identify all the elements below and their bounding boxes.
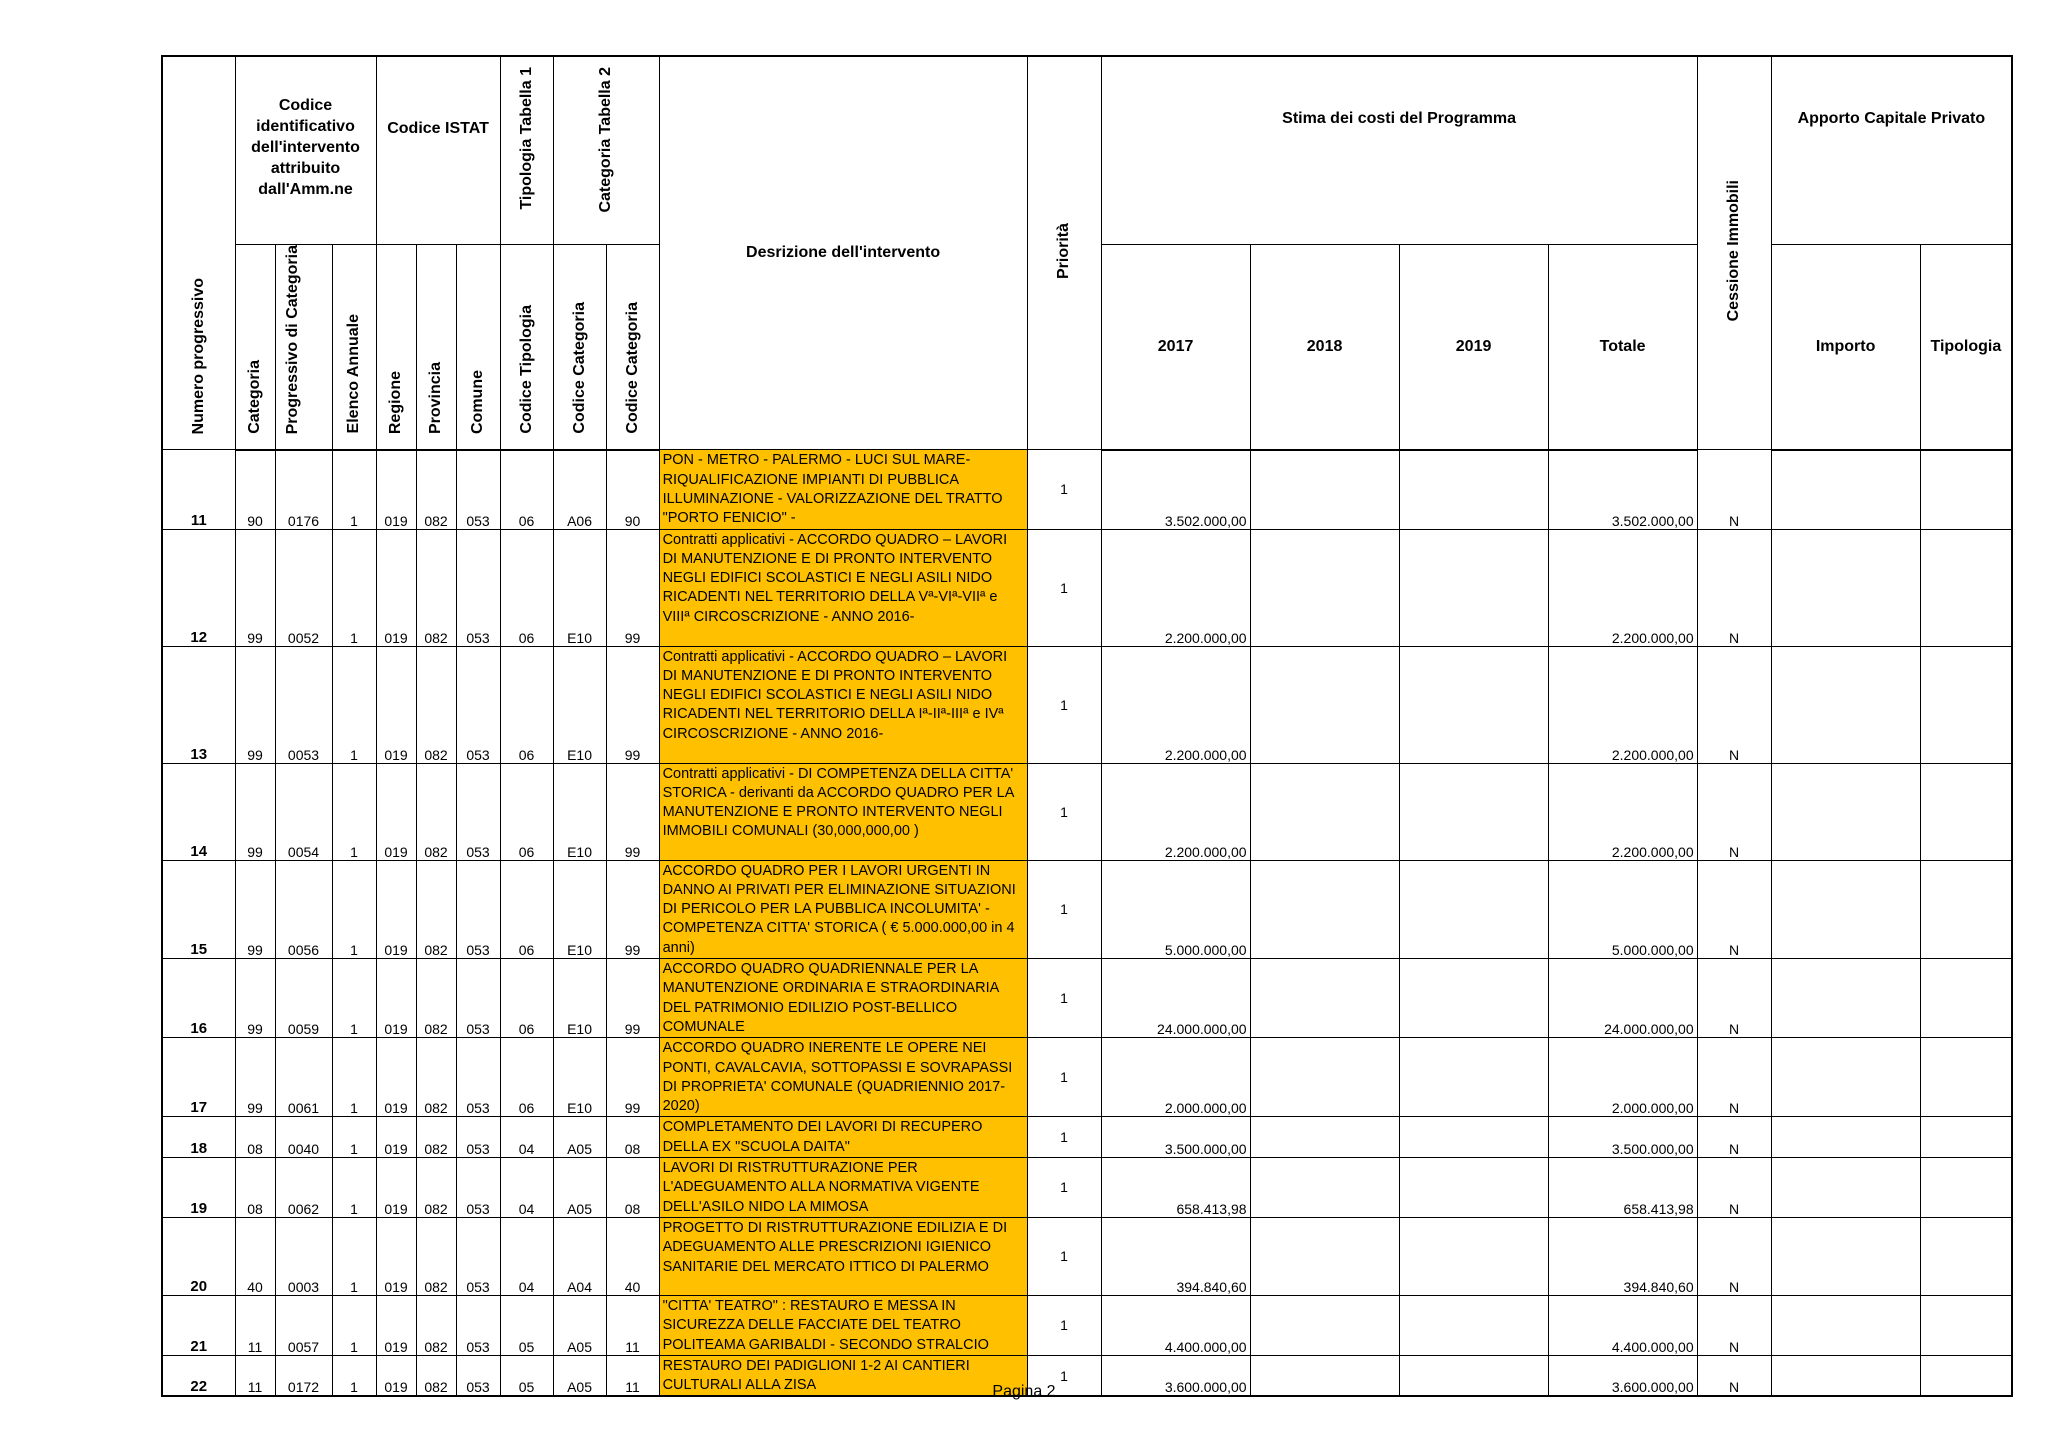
comune-cell: 053 xyxy=(456,763,500,860)
regione-cell: 019 xyxy=(376,1117,416,1158)
comune-cell: 053 xyxy=(456,1158,500,1218)
comune-cell: 053 xyxy=(456,1217,500,1295)
cessione-cell: N xyxy=(1697,529,1771,646)
priorita-cell: 1 xyxy=(1027,1158,1101,1218)
comune-cell: 053 xyxy=(456,529,500,646)
codice-categoria-cell: A05 xyxy=(553,1295,606,1355)
year-2017-header: 2017 xyxy=(1101,244,1250,450)
elenco-annuale-cell: 1 xyxy=(332,1355,376,1396)
year-2018-header: 2018 xyxy=(1250,244,1399,450)
priorita-cell: 1 xyxy=(1027,1038,1101,1117)
provincia-cell: 082 xyxy=(416,1295,456,1355)
page-footer: Pagina 2 xyxy=(992,1383,1056,1400)
codice-categoria-cell: A04 xyxy=(553,1217,606,1295)
numero-progressivo-header: Numero progressivo xyxy=(162,56,235,450)
cost-2018-cell xyxy=(1250,646,1399,763)
regione-cell: 019 xyxy=(376,1038,416,1117)
totale-cell: 394.840,60 xyxy=(1548,1217,1697,1295)
descrizione-header: Desrizione dell'intervento xyxy=(659,56,1027,450)
cessione-cell: N xyxy=(1697,1158,1771,1218)
progressivo-cell: 0040 xyxy=(275,1117,332,1158)
elenco-annuale-header: Elenco Annuale xyxy=(332,244,376,450)
cessione-cell: N xyxy=(1697,1117,1771,1158)
cost-2017-cell: 394.840,60 xyxy=(1101,1217,1250,1295)
categoria-cell: 11 xyxy=(235,1295,275,1355)
cessione-cell: N xyxy=(1697,646,1771,763)
provincia-cell: 082 xyxy=(416,1217,456,1295)
comune-cell: 053 xyxy=(456,959,500,1038)
categoria-header: Categoria xyxy=(235,244,275,450)
totale-cell: 2.200.000,00 xyxy=(1548,529,1697,646)
codice-categoria2-cell: 11 xyxy=(606,1295,659,1355)
regione-cell: 019 xyxy=(376,529,416,646)
cost-2018-cell xyxy=(1250,1038,1399,1117)
provincia-cell: 082 xyxy=(416,1158,456,1218)
codice-tipologia-cell: 05 xyxy=(500,1355,553,1396)
codice-categoria-cell: A06 xyxy=(553,450,606,529)
cessione-cell: N xyxy=(1697,959,1771,1038)
row-number: 22 xyxy=(162,1355,235,1396)
totale-cell: 5.000.000,00 xyxy=(1548,860,1697,958)
row-number: 14 xyxy=(162,763,235,860)
tipologia-cell xyxy=(1920,860,2012,958)
provincia-cell: 082 xyxy=(416,763,456,860)
tipologia-cell xyxy=(1920,1217,2012,1295)
cessione-cell: N xyxy=(1697,763,1771,860)
codice-categoria-cell: E10 xyxy=(553,763,606,860)
codice-categoria-cell: E10 xyxy=(553,646,606,763)
codice-categoria2-cell: 99 xyxy=(606,646,659,763)
comune-cell: 053 xyxy=(456,1355,500,1396)
cost-2019-cell xyxy=(1399,1217,1548,1295)
table-row xyxy=(162,860,2012,958)
priorita-cell: 1 xyxy=(1027,529,1101,646)
cost-2019-cell xyxy=(1399,1117,1548,1158)
cessione-immobili-header: Cessione Immobili xyxy=(1697,56,1771,450)
provincia-cell: 082 xyxy=(416,646,456,763)
comune-header: Comune xyxy=(456,244,500,450)
cost-2019-cell xyxy=(1399,1158,1548,1218)
cost-2017-cell: 24.000.000,00 xyxy=(1101,959,1250,1038)
codice-categoria2-header: Codice Categoria xyxy=(606,244,659,450)
year-2019-header: 2019 xyxy=(1399,244,1548,450)
cost-2019-cell xyxy=(1399,1038,1548,1117)
regione-cell: 019 xyxy=(376,1355,416,1396)
apporto-capitale-header: Apporto Capitale Privato xyxy=(1771,56,2012,244)
table-row xyxy=(162,1217,2012,1295)
codice-categoria-header: Codice Categoria xyxy=(553,244,606,450)
categoria-cell: 11 xyxy=(235,1355,275,1396)
codice-tipologia-cell: 06 xyxy=(500,763,553,860)
table-row xyxy=(162,450,2012,529)
comune-cell: 053 xyxy=(456,646,500,763)
descrizione-cell: PON - METRO - PALERMO - LUCI SUL MARE-RIQUALIFICAZIONE IMPIANTI DI PUBBLICA ILLUMINAZIONE - VALORIZZAZIONE DEL TRATTO "PORTO FENICIO" - xyxy=(659,450,1027,529)
codice-categoria2-cell: 40 xyxy=(606,1217,659,1295)
importo-cell xyxy=(1771,860,1920,958)
codice-categoria-cell: E10 xyxy=(553,529,606,646)
progressivo-categoria-header: Progressivo di Categoria xyxy=(275,244,332,450)
provincia-cell: 082 xyxy=(416,1117,456,1158)
cost-2018-cell xyxy=(1250,450,1399,529)
progressivo-cell: 0062 xyxy=(275,1158,332,1218)
cost-2018-cell xyxy=(1250,763,1399,860)
cost-2018-cell xyxy=(1250,1117,1399,1158)
categoria-cell: 08 xyxy=(235,1158,275,1218)
table-row xyxy=(162,529,2012,646)
comune-cell: 053 xyxy=(456,1038,500,1117)
priorita-cell: 1 xyxy=(1027,1217,1101,1295)
comune-cell: 053 xyxy=(456,1295,500,1355)
codice-categoria2-cell: 11 xyxy=(606,1355,659,1396)
cessione-cell: N xyxy=(1697,1295,1771,1355)
priorita-header: Priorità xyxy=(1027,56,1101,450)
importo-cell xyxy=(1771,646,1920,763)
row-number: 16 xyxy=(162,959,235,1038)
elenco-annuale-cell: 1 xyxy=(332,1117,376,1158)
cost-2019-cell xyxy=(1399,860,1548,958)
tipologia-cell xyxy=(1920,646,2012,763)
cost-2017-cell: 4.400.000,00 xyxy=(1101,1295,1250,1355)
regione-header: Regione xyxy=(376,244,416,450)
descrizione-cell: PROGETTO DI RISTRUTTURAZIONE EDILIZIA E DI ADEGUAMENTO ALLE PRESCRIZIONI IGIENICO SANITARIE DEL MERCATO ITTICO DI PALERMO xyxy=(659,1217,1027,1295)
cessione-cell: N xyxy=(1697,1217,1771,1295)
progressivo-cell: 0052 xyxy=(275,529,332,646)
cessione-cell: N xyxy=(1697,1355,1771,1396)
importo-cell xyxy=(1771,763,1920,860)
categoria-tabella2-header: Categoria Tabella 2 xyxy=(553,56,659,244)
elenco-annuale-cell: 1 xyxy=(332,1038,376,1117)
totale-cell: 2.000.000,00 xyxy=(1548,1038,1697,1117)
codice-tipologia-cell: 06 xyxy=(500,529,553,646)
row-number: 17 xyxy=(162,1038,235,1117)
cost-2017-cell: 2.200.000,00 xyxy=(1101,763,1250,860)
codice-categoria-cell: A05 xyxy=(553,1355,606,1396)
cessione-cell: N xyxy=(1697,450,1771,529)
tipologia-cell xyxy=(1920,529,2012,646)
descrizione-cell: LAVORI DI RISTRUTTURAZIONE PER L'ADEGUAMENTO ALLA NORMATIVA VIGENTE DELL'ASILO NIDO LA MIMOSA xyxy=(659,1158,1027,1218)
priorita-cell: 1 xyxy=(1027,1117,1101,1158)
progressivo-cell: 0061 xyxy=(275,1038,332,1117)
codice-categoria-cell: E10 xyxy=(553,860,606,958)
row-number: 12 xyxy=(162,529,235,646)
codice-tipologia-cell: 06 xyxy=(500,646,553,763)
categoria-cell: 99 xyxy=(235,1038,275,1117)
importo-cell xyxy=(1771,1295,1920,1355)
table-row xyxy=(162,959,2012,1038)
codice-categoria2-cell: 99 xyxy=(606,1038,659,1117)
codice-tipologia-cell: 06 xyxy=(500,959,553,1038)
totale-cell: 3.502.000,00 xyxy=(1548,450,1697,529)
progressivo-cell: 0003 xyxy=(275,1217,332,1295)
cost-2017-cell: 2.200.000,00 xyxy=(1101,646,1250,763)
programma-table-body xyxy=(162,450,2012,1397)
regione-cell: 019 xyxy=(376,860,416,958)
cost-2019-cell xyxy=(1399,1295,1548,1355)
totale-cell: 3.500.000,00 xyxy=(1548,1117,1697,1158)
progressivo-cell: 0057 xyxy=(275,1295,332,1355)
progressivo-cell: 0172 xyxy=(275,1355,332,1396)
row-number: 20 xyxy=(162,1217,235,1295)
progressivo-cell: 0176 xyxy=(275,450,332,529)
descrizione-cell: Contratti applicativi - ACCORDO QUADRO – LAVORI DI MANUTENZIONE E DI PRONTO INTERVENTO NEGLI EDIFICI SCOLASTICI E NEGLI ASILI NIDO RICADENTI NEL TERRITORIO DELLA Vª-VIª-VIIª e VIIIª CIRCOSCRIZIONE - ANNO 2016- xyxy=(659,529,1027,646)
codice-tipologia-cell: 06 xyxy=(500,450,553,529)
cost-2018-cell xyxy=(1250,959,1399,1038)
importo-header: Importo xyxy=(1771,244,1920,450)
provincia-cell: 082 xyxy=(416,959,456,1038)
codice-categoria2-cell: 08 xyxy=(606,1117,659,1158)
table-row xyxy=(162,763,2012,860)
progressivo-cell: 0056 xyxy=(275,860,332,958)
cost-2018-cell xyxy=(1250,860,1399,958)
codice-tipologia-header: Codice Tipologia xyxy=(500,244,553,450)
codice-categoria2-cell: 99 xyxy=(606,763,659,860)
regione-cell: 019 xyxy=(376,1295,416,1355)
elenco-annuale-cell: 1 xyxy=(332,1217,376,1295)
codice-categoria-cell: A05 xyxy=(553,1158,606,1218)
programma-table xyxy=(161,55,2013,1397)
cost-2017-cell: 3.500.000,00 xyxy=(1101,1117,1250,1158)
codice-tipologia-cell: 06 xyxy=(500,1038,553,1117)
tipologia-cell xyxy=(1920,450,2012,529)
codice-categoria2-cell: 90 xyxy=(606,450,659,529)
cost-2019-cell xyxy=(1399,529,1548,646)
descrizione-cell: Contratti applicativi - ACCORDO QUADRO – LAVORI DI MANUTENZIONE E DI PRONTO INTERVENTO NEGLI EDIFICI SCOLASTICI E NEGLI ASILI NIDO RICADENTI NEL TERRITORIO DELLA Iª-IIª-IIIª e IVª CIRCOSCRIZIONE - ANNO 2016- xyxy=(659,646,1027,763)
cessione-cell: N xyxy=(1697,1038,1771,1117)
totale-header: Totale xyxy=(1548,244,1697,450)
stima-costi-header: Stima dei costi del Programma xyxy=(1101,56,1697,244)
codice-categoria2-cell: 99 xyxy=(606,860,659,958)
row-number: 15 xyxy=(162,860,235,958)
provincia-header: Provincia xyxy=(416,244,456,450)
categoria-cell: 40 xyxy=(235,1217,275,1295)
table-row xyxy=(162,646,2012,763)
priorita-cell: 1 xyxy=(1027,1355,1101,1396)
cessione-cell: N xyxy=(1697,860,1771,958)
priorita-cell: 1 xyxy=(1027,763,1101,860)
codice-categoria-cell: E10 xyxy=(553,1038,606,1117)
cost-2018-cell xyxy=(1250,1217,1399,1295)
row-number: 19 xyxy=(162,1158,235,1218)
descrizione-cell: "CITTA' TEATRO" : RESTAURO E MESSA IN SICUREZZA DELLE FACCIATE DEL TEATRO POLITEAMA GARIBALDI - SECONDO STRALCIO xyxy=(659,1295,1027,1355)
cost-2017-cell: 658.413,98 xyxy=(1101,1158,1250,1218)
categoria-cell: 99 xyxy=(235,646,275,763)
elenco-annuale-cell: 1 xyxy=(332,529,376,646)
totale-cell: 2.200.000,00 xyxy=(1548,763,1697,860)
regione-cell: 019 xyxy=(376,763,416,860)
cost-2019-cell xyxy=(1399,959,1548,1038)
cost-2018-cell xyxy=(1250,1295,1399,1355)
codice-tipologia-cell: 06 xyxy=(500,860,553,958)
comune-cell: 053 xyxy=(456,450,500,529)
table-row xyxy=(162,1117,2012,1158)
cost-2019-cell xyxy=(1399,646,1548,763)
priorita-cell: 1 xyxy=(1027,860,1101,958)
elenco-annuale-cell: 1 xyxy=(332,860,376,958)
cost-2018-cell xyxy=(1250,1158,1399,1218)
progressivo-cell: 0053 xyxy=(275,646,332,763)
elenco-annuale-cell: 1 xyxy=(332,763,376,860)
codice-tipologia-cell: 04 xyxy=(500,1117,553,1158)
row-number: 13 xyxy=(162,646,235,763)
table-row xyxy=(162,1038,2012,1117)
codice-tipologia-cell: 05 xyxy=(500,1295,553,1355)
cost-2017-cell: 5.000.000,00 xyxy=(1101,860,1250,958)
tipologia-cell xyxy=(1920,1295,2012,1355)
importo-cell xyxy=(1771,1158,1920,1218)
tipologia-tabella1-header: Tipologia Tabella 1 xyxy=(500,56,553,244)
categoria-cell: 99 xyxy=(235,860,275,958)
elenco-annuale-cell: 1 xyxy=(332,1158,376,1218)
codice-tipologia-cell: 04 xyxy=(500,1217,553,1295)
priorita-cell: 1 xyxy=(1027,646,1101,763)
priorita-cell: 1 xyxy=(1027,450,1101,529)
cost-2017-cell: 2.000.000,00 xyxy=(1101,1038,1250,1117)
codice-identificativo-header: Codice identificativo dell'intervento attribuito dall'Amm.ne xyxy=(235,56,376,244)
provincia-cell: 082 xyxy=(416,1038,456,1117)
descrizione-cell: Contratti applicativi - DI COMPETENZA DELLA CITTA' STORICA - derivanti da ACCORDO QUADRO PER LA MANUTENZIONE E PRONTO INTERVENTO NEGLI IMMOBILI COMUNALI (30,000,000,00 ) xyxy=(659,763,1027,860)
table-row xyxy=(162,1158,2012,1218)
elenco-annuale-cell: 1 xyxy=(332,959,376,1038)
elenco-annuale-cell: 1 xyxy=(332,450,376,529)
regione-cell: 019 xyxy=(376,646,416,763)
totale-cell: 24.000.000,00 xyxy=(1548,959,1697,1038)
regione-cell: 019 xyxy=(376,959,416,1038)
row-number: 18 xyxy=(162,1117,235,1158)
descrizione-cell: RESTAURO DEI PADIGLIONI 1-2 AI CANTIERI CULTURALI ALLA ZISA xyxy=(659,1355,1027,1396)
totale-cell: 3.600.000,00 xyxy=(1548,1355,1697,1396)
table-row xyxy=(162,1295,2012,1355)
cost-2019-cell xyxy=(1399,763,1548,860)
progressivo-cell: 0059 xyxy=(275,959,332,1038)
regione-cell: 019 xyxy=(376,1158,416,1218)
comune-cell: 053 xyxy=(456,1117,500,1158)
descrizione-cell: COMPLETAMENTO DEI LAVORI DI RECUPERO DELLA EX "SCUOLA DAITA" xyxy=(659,1117,1027,1158)
cost-2017-cell: 3.600.000,00 xyxy=(1101,1355,1250,1396)
provincia-cell: 082 xyxy=(416,450,456,529)
provincia-cell: 082 xyxy=(416,529,456,646)
importo-cell xyxy=(1771,1217,1920,1295)
totale-cell: 2.200.000,00 xyxy=(1548,646,1697,763)
regione-cell: 019 xyxy=(376,1217,416,1295)
codice-istat-header: Codice ISTAT xyxy=(376,56,500,244)
importo-cell xyxy=(1771,1038,1920,1117)
elenco-annuale-cell: 1 xyxy=(332,1295,376,1355)
tipologia-cell xyxy=(1920,763,2012,860)
codice-tipologia-cell: 04 xyxy=(500,1158,553,1218)
totale-cell: 658.413,98 xyxy=(1548,1158,1697,1218)
regione-cell: 019 xyxy=(376,450,416,529)
row-number: 11 xyxy=(162,450,235,529)
categoria-cell: 99 xyxy=(235,959,275,1038)
codice-categoria-cell: E10 xyxy=(553,959,606,1038)
elenco-annuale-cell: 1 xyxy=(332,646,376,763)
importo-cell xyxy=(1771,529,1920,646)
tipologia-cell xyxy=(1920,1038,2012,1117)
priorita-cell: 1 xyxy=(1027,1295,1101,1355)
provincia-cell: 082 xyxy=(416,860,456,958)
categoria-cell: 99 xyxy=(235,529,275,646)
descrizione-cell: ACCORDO QUADRO INERENTE LE OPERE NEI PONTI, CAVALCAVIA, SOTTOPASSI E SOVRAPASSI DI PROPRIETA' COMUNALE (QUADRIENNIO 2017-2020) xyxy=(659,1038,1027,1117)
tipologia-cell xyxy=(1920,1158,2012,1218)
cost-2017-cell: 2.200.000,00 xyxy=(1101,529,1250,646)
cost-2017-cell: 3.502.000,00 xyxy=(1101,450,1250,529)
descrizione-cell: ACCORDO QUADRO QUADRIENNALE PER LA MANUTENZIONE ORDINARIA E STRAORDINARIA DEL PATRIMONIO EDILIZIO POST-BELLICO COMUNALE xyxy=(659,959,1027,1038)
codice-categoria2-cell: 99 xyxy=(606,529,659,646)
provincia-cell: 082 xyxy=(416,1355,456,1396)
codice-categoria-cell: A05 xyxy=(553,1117,606,1158)
row-number: 21 xyxy=(162,1295,235,1355)
importo-cell xyxy=(1771,959,1920,1038)
cost-2018-cell xyxy=(1250,529,1399,646)
descrizione-cell: ACCORDO QUADRO PER I LAVORI URGENTI IN DANNO AI PRIVATI PER ELIMINAZIONE SITUAZIONI DI PERICOLO PER LA PUBBLICA INCOLUMITA' - COMPETENZA CITTA' STORICA ( € 5.000.000,00 in 4 anni) xyxy=(659,860,1027,958)
tipologia-cell xyxy=(1920,959,2012,1038)
categoria-cell: 90 xyxy=(235,450,275,529)
codice-categoria2-cell: 99 xyxy=(606,959,659,1038)
codice-categoria2-cell: 08 xyxy=(606,1158,659,1218)
progressivo-cell: 0054 xyxy=(275,763,332,860)
cost-2019-cell xyxy=(1399,450,1548,529)
tipologia-header: Tipologia xyxy=(1920,244,2012,450)
categoria-cell: 99 xyxy=(235,763,275,860)
tipologia-cell xyxy=(1920,1117,2012,1158)
comune-cell: 053 xyxy=(456,860,500,958)
importo-cell xyxy=(1771,1117,1920,1158)
importo-cell xyxy=(1771,450,1920,529)
categoria-cell: 08 xyxy=(235,1117,275,1158)
priorita-cell: 1 xyxy=(1027,959,1101,1038)
totale-cell: 4.400.000,00 xyxy=(1548,1295,1697,1355)
